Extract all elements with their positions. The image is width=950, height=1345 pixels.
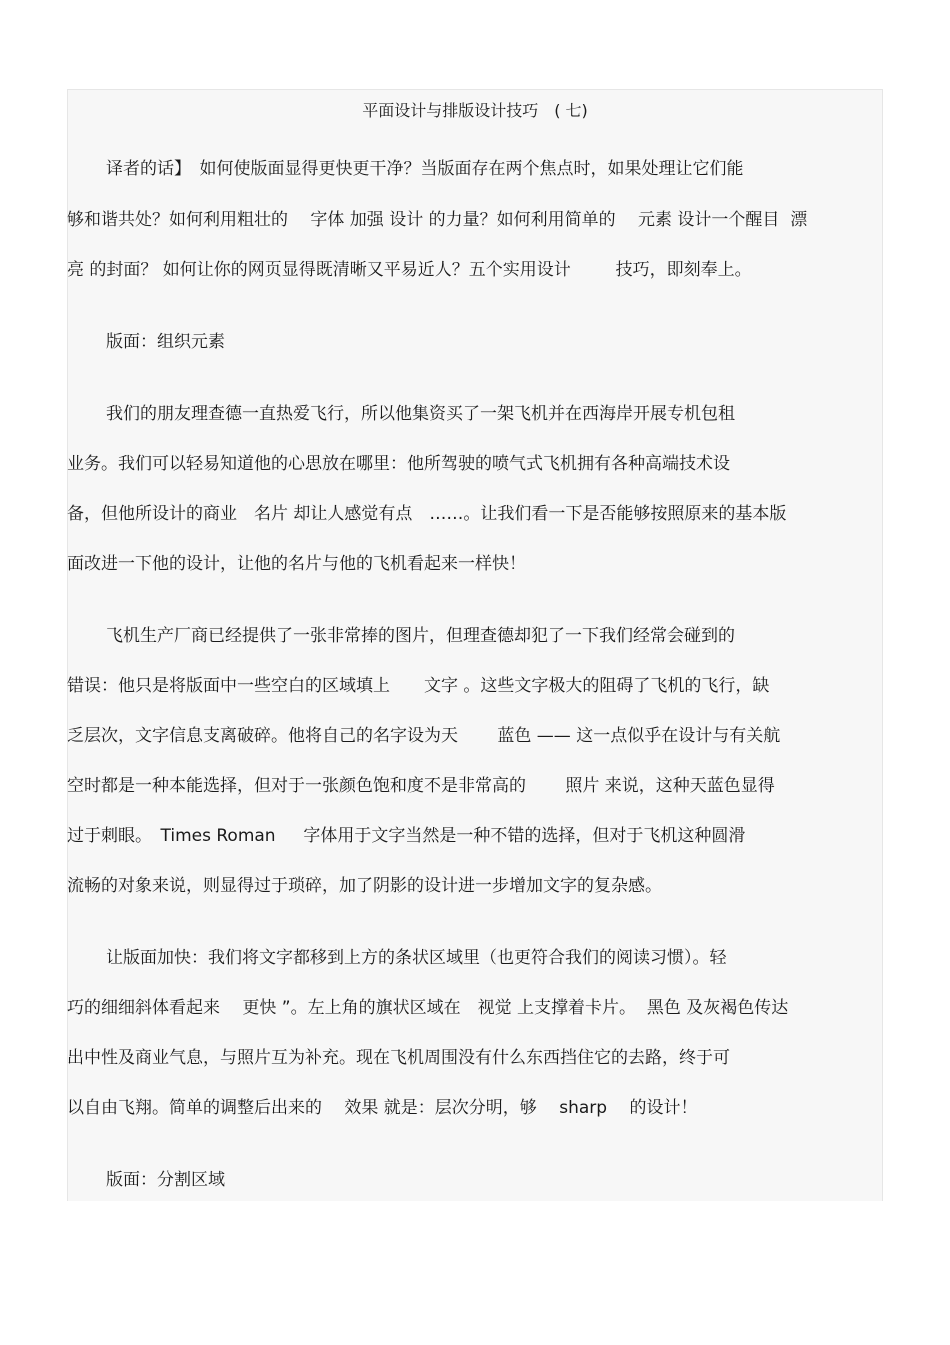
paragraph-line: 业务。我们可以轻易知道他的心思放在哪里：他所驾驶的喷气式飞机拥有各种高端技术设 [67,454,730,474]
paragraph-line: 以自由飞翔。简单的调整后出来的 效果 就是：层次分明，够 sharp 的设计！ [67,1098,698,1118]
section-heading: 版面：组织元素 [106,332,225,352]
paragraph-line: 乏层次，文字信息支离破碎。他将自己的名字设为天 蓝色 —— 这一点似乎在设计与有关航 [67,726,781,746]
paragraph-line: 流畅的对象来说，则显得过于琐碎，加了阴影的设计进一步增加文字的复杂感。 [67,876,662,896]
paragraph-line: 飞机生产厂商已经提供了一张非常捧的图片，但理查德却犯了一下我们经常会碰到的 [106,626,735,646]
paragraph-line: 空时都是一种本能选择，但对于一张颜色饱和度不是非常高的 照片 来说，这种天蓝色显得 [67,776,775,796]
intro-line: 够和谐共处？如何利用粗壮的 字体 加强 设计 的力量？如何利用简单的 元素 设计一个醒目 漂 [67,210,808,230]
paragraph-line: 面改进一下他的设计，让他的名片与他的飞机看起来一样快！ [67,554,526,574]
intro-line: 译者的话】 如何使版面显得更快更干净？当版面存在两个焦点时，如果处理让它们能 [106,159,744,179]
paragraph-line: 我们的朋友理查德一直热爱飞行，所以他集资买了一架飞机并在西海岸开展专机包租 [106,404,735,424]
paragraph-line: 备，但他所设计的商业 名片 却让人感觉有点 ……。让我们看一下是否能够按照原来的基本版 [67,504,787,524]
paragraph-line: 让版面加快：我们将文字都移到上方的条状区域里（也更符合我们的阅读习惯）。轻 [106,948,727,968]
paragraph-line: 错误：他只是将版面中一些空白的区域填上 文字 。这些文字极大的阻碍了飞机的飞行，缺 [67,676,770,696]
paragraph-line: 过于刺眼。 Times Roman 字体用于文字当然是一种不错的选择，但对于飞机这种圆滑 [67,826,746,846]
document-title: 平面设计与排版设计技巧 ( 七) [362,101,588,120]
intro-line: 亮 的封面？ 如何让你的网页显得既清晰又平易近人？五个实用设计 技巧，即刻奉上。 [67,260,752,280]
paragraph-line: 出中性及商业气息，与照片互为补充。现在飞机周围没有什么东西挡住它的去路，终于可 [67,1048,730,1068]
section-heading: 版面：分割区域 [106,1170,225,1190]
paragraph-line: 巧的细细斜体看起来 更快 ”。左上角的旗状区域在 视觉 上支撑着卡片。 黑色 及灰褐色传达 [67,998,789,1018]
